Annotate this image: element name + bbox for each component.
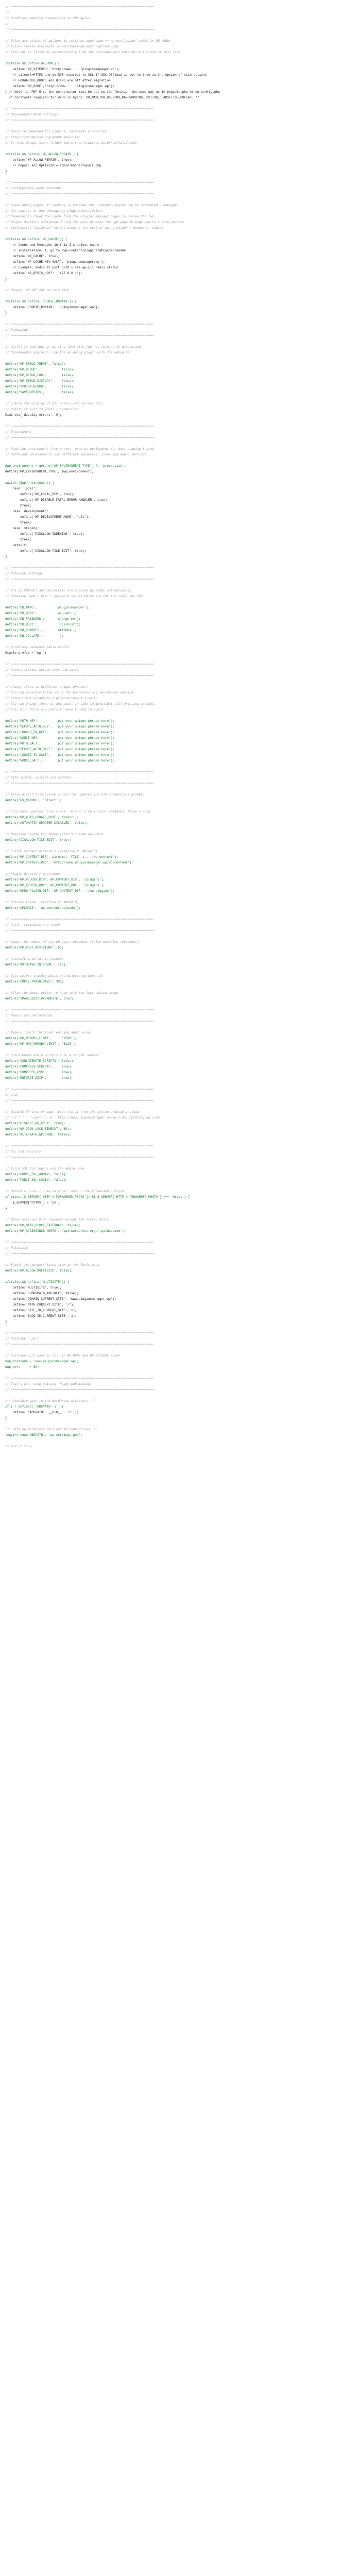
code-line: } [5,1207,7,1210]
blank-line [5,599,337,605]
comment-line: // ============================================================================ [5,323,154,326]
directive-line: define('WP_HTTP_BLOCK_EXTERNAL', false); [5,1224,81,1227]
code-line: define('WP_ENVIRONMENT_TYPE', $wp_environment); [5,470,94,473]
comment-line: // ============================================================================ [5,1388,154,1392]
directive-line: define('DB_CHARSET', 'utf8mb4'); [5,629,77,632]
blank-line [5,316,337,321]
comment-line: // ============================================================================ [5,1241,154,1244]
comment-line: // ============================================================================ [5,107,154,111]
blank-line [5,1002,337,1007]
comment-line: // Read the environment from server, used by deployment for dev, staging & prod [5,447,154,451]
code-line: case 'staging': [5,527,41,530]
comment-line: // ============================================================================ [5,425,154,428]
code-listing [5,4,337,1449]
code-line: } // Note: in PHP 5.x, the constructor must be set up the function the same way as in phpinfo.php or wp-config.php [5,90,220,94]
blank-line [5,231,337,236]
directive-line: define('DB_NAME', 'pluginsmanager'); [5,606,90,609]
code-line: define('DISALLOW_FILE_EDIT', true); [5,549,87,553]
comment-line: /** Absolute path to the WordPress directory. */ [5,1399,96,1403]
comment-line: // Disable WP-Cron on page load; run it from the system crontab instead [5,1110,139,1114]
code-line: break; [5,521,32,524]
code-line: } [5,1416,7,1420]
comment-line: // The DB_CHARSET and DB_COLLATE are applied by MySQL automatically [5,589,132,592]
comment-line: // Different environments use different databases, sites and debug settings [5,453,147,456]
blank-line [5,934,337,939]
blank-line [5,338,337,344]
comment-line: // end of file [5,1445,32,1448]
blank-line [5,1325,337,1330]
comment-line: // ============================================================================ [5,1331,154,1335]
directive-line: require_once ABSPATH . 'wp-settings.php'; [5,1433,82,1437]
blank-line [5,146,337,151]
code-line: define('WP_HOME','http://www.' . 'pluginsmanager.wp'); [5,84,115,88]
blank-line [5,951,337,956]
blank-line [5,55,337,61]
blank-line [5,713,337,718]
comment-line: // ============================================================================ [5,1088,154,1091]
comment-line: // ============================================================================ [5,578,154,581]
comment-line: // Change these to different unique phrases! [5,685,88,689]
directive-line: define('WP_POST_REVISIONS', 5); [5,946,64,950]
comment-line: // Allow direct file system access for updates (no FTP credentials prompt) [5,793,145,796]
comment-line: // Hostname / port [5,1337,39,1341]
code-line: } [5,277,7,281]
comment-line: // Behind a proxy / load balancer: honour the forwarded protocol [5,1190,126,1193]
comment-line: // Autosave interval in seconds [5,957,64,961]
comment-line: // That's all, stop editing! Happy publishing. [5,1382,92,1386]
comment-line: // ============================================================================ [5,1377,154,1380]
code-line: define('BLOG_ID_CURRENT_SITE', 1); [5,1314,77,1318]
blank-line [5,395,337,401]
comment-line: // Speed-debug pages: if caching is enabled then tracked plugins can be activated / debugged [5,204,179,207]
code-line: define('WP_SITEURL','http://www.' . 'pluginsmanager.wp'); [5,67,121,71]
directive-line: define('WP_CONTENT_DIR', dirname(__FILE__) . '/wp-content'); [5,855,118,859]
directive-line: define('WP_PLUGIN_DIR', WP_CONTENT_DIR . '/plugins'); [5,878,105,882]
blank-line [5,582,337,588]
blank-line [5,293,337,299]
comment-line: // You can change these at any point in time to invalidate all existing cookies. [5,702,156,706]
directive-line: $wp_hostname = 'www.pluginsmanager.wp'; [5,1360,79,1363]
directive-line: define('DB_COLLATE', ''); [5,634,64,638]
blank-line [5,826,337,832]
comment-line: // ============================================================================ [5,334,154,337]
comment-line: // Uploads folder (relative to ABSPATH) [5,901,79,904]
directive-line: define('SAVEQUERIES', false); [5,391,75,394]
comment-line: // WordPress website credentials on VPS wplus [5,16,90,20]
blank-line [5,1421,337,1427]
blank-line [5,474,337,480]
comment-line: // Useful in developing; is it a live site (do not turn on in production) [5,345,143,349]
code-line: define('WP_LOCAL_DEV', true); [5,493,75,496]
comment-line: // Recommended approach: use the wp-debug plugin with the debug bar [5,351,132,354]
blank-line [5,656,337,662]
blank-line [5,894,337,900]
directive-line: $wp_environment = getenv('WP_ENVIRONMENT_TYPE') ?: 'production'; [5,464,126,468]
comment-line: // Debugging [5,328,28,332]
code-line: // Cache and Memcache in this 3.x object cache [5,243,99,247]
directive-line: define('SCRIPT_DEBUG', false); [5,385,75,388]
blank-line [5,985,337,990]
comment-line: // ============================================================================ [5,28,154,31]
blank-line [5,1160,337,1166]
directive-line: define('WP_MAX_MEMORY_LIMIT', '512M'); [5,1042,77,1046]
comment-line: // Plugin monitors activated during the ajax process through-page in-page and to a site sandbox [5,221,184,224]
directive-line: define('WP_PLUGIN_URL', WP_CONTENT_URL . '/plugins'); [5,884,105,887]
blank-line [5,1257,337,1262]
code-line: define('WP_CACHE', true); [5,255,60,258]
code-line: define('WP_ALLOW_REPAIR', true); [5,158,73,162]
blank-line [5,197,337,202]
comment-line: // */5 * * * * wget -q -O - http://www.pluginsmanager.wp/wp-cron.php?doing_wp_cron [5,1116,160,1120]
code-line: define( 'ABSPATH', __DIR__ . '/' ); [5,1411,79,1414]
directive-line: define('FORCE_SSL_ADMIN', false); [5,1173,67,1176]
code-line: /* Constants required for WPDB in mysql: DB_NAME/DB_USER/DB_PASSWORD/DB_HOST/DB_CHARSET/DB_COLLATE */ [5,96,199,99]
comment-line: // SSL and security [5,1150,41,1154]
comment-line: // [5,22,9,26]
directive-line: define('AUTOSAVE_INTERVAL', 120); [5,963,67,967]
code-line: define('DISALLOW_INDEXING', true); [5,532,84,536]
comment-line: // Database name / user / password values below are for the local dev VPS [5,595,143,598]
directive-line: if ( ! defined( 'ABSPATH' ) ) { [5,1405,64,1409]
comment-line: // ============================================================================ [5,5,154,9]
comment-line: // ============================================================================ [5,181,154,184]
comment-line: // ============================================================================ [5,770,154,774]
directive-line: if (isset($_SERVER['HTTP_X_FORWARDED_PROTO']) && $_SERVER['HTTP_X_FORWARDED_PROTO'] === 'https') { [5,1195,190,1199]
comment-line: // ============================================================================ [5,1144,154,1148]
directive-line: define('COMPRESS_SCRIPTS', true); [5,1065,73,1069]
directive-line: if(false && define('COOKIE_DOMAIN')) { [5,300,77,303]
blank-line [5,1138,337,1143]
directive-line: define('SECURE_AUTH_KEY', 'put your unique phrase here'); [5,725,115,728]
directive-line: define('ENFORCE_GZIP', true); [5,1076,73,1080]
comment-line: // ============================================================================ [5,566,154,570]
comment-line: // Adjust to suit in local / production [5,408,79,411]
code-line: } [5,1320,7,1324]
comment-line: // Multisite [5,1246,28,1250]
directive-line: define('FS_METHOD', 'direct'); [5,799,62,802]
blank-line [5,1183,337,1189]
blank-line [5,560,337,565]
blank-line [5,440,337,446]
comment-line: // https://api.wordpress.org/secret-key/1.1/salt/ [5,697,98,700]
directive-line: define('AUTH_SALT', 'put your unique phrase here'); [5,742,115,745]
comment-line: // Posts, revisions and trash [5,923,60,927]
blank-line [5,803,337,809]
blank-line [5,1393,337,1398]
blank-line [5,355,337,361]
directive-line: define('IMAGE_EDIT_OVERWRITE', true); [5,997,75,1001]
blank-line [5,639,337,645]
code-line: $_SERVER['HTTPS'] = 'on'; [5,1201,60,1205]
comment-line: // Enable the display of all errors (php errors etc) [5,402,104,405]
code-line: default: [5,544,28,547]
code-line: } [5,311,7,315]
directive-line: if(false && define('WP_ALLOW_REPAIR') { [5,152,79,156]
comment-line: // ============================================================================ [5,918,154,921]
directive-line: define('LOGGED_IN_KEY', 'put your unique phrase here'); [5,731,115,734]
code-line: define('WP_CACHE_KEY_SALT', 'pluginsmanager.wp'); [5,260,105,264]
comment-line: // WordPress database table prefix [5,646,70,649]
code-line: define('DOMAIN_CURRENT_SITE', 'www.pluginsmanager.wp'); [5,1297,116,1301]
comment-line: // [5,11,9,14]
comment-line: // ============================================================================ [5,1343,154,1346]
comment-line: // Below recommended for plugins, databases & security [5,130,107,133]
directive-line: define('WP_ALLOW_MULTISITE', false); [5,1269,73,1273]
comment-line: // Plugin: WP USE SSL on this file [5,289,70,292]
comment-line: // ============================================================================ [5,192,154,196]
directive-line: define('DB_PASSWORD', 'change-me'); [5,617,81,621]
directive-line: define('EMPTY_TRASH_DAYS', 30); [5,980,64,984]
directive-line: define('WP_DEBUG', false); [5,368,75,371]
directive-line: define('DB_HOST', 'localhost'); [5,623,81,626]
comment-line: // ============================================================================ [5,1099,154,1103]
directive-line: define('WP_CONTENT_URL', 'http://www.pluginsmanager.wp/wp-content'); [5,861,133,865]
code-line: // FORWARDED_PROTO and HTTPS are off after migration [5,79,111,82]
directive-line: define('UPLOADS', 'wp-content/uploads'); [5,906,81,910]
blank-line [5,679,337,684]
blank-line [5,457,337,463]
code-line: define('SUBDOMAIN_INSTALL', false); [5,1292,79,1295]
comment-line: // Below are values of options in settings-apps/enad => wp-config.php" table in DB (WWW) [5,39,171,43]
comment-line: // Limit the number of stored post revisions (false disables revisions) [5,940,139,944]
blank-line [5,1347,337,1353]
code-line: define('WP_DISABLE_FATAL_ERROR_HANDLER', true); [5,498,109,502]
code-line: $table_prefix = 'wp_'; [5,651,47,655]
comment-line: // Memory and performance [5,1014,53,1018]
comment-line: // Use caution in dev debugging: plugins/controllers [5,209,104,213]
comment-line: // ============================================================================ [5,1252,154,1256]
blank-line [5,1438,337,1444]
comment-line: // https://wordpress.org/about/security/ [5,135,81,139]
directive-line: define('WP_ACCESSIBLE_HOSTS', 'api.wordpress.org,*.github.com'); [5,1229,126,1233]
comment-line: // Disallow plugin and theme editors inside wp-admin [5,833,104,836]
comment-line: // Plugin directory overrides [5,872,60,876]
directive-line: define('WP_DEBUG_LOG', false); [5,374,75,377]
code-line: // siteurl=HTTPS and do NOT redirect to SSL if SSL Offload is set to true in the option of site_options [5,73,207,77]
comment-line: // Hostname-port used to fill in WP_HOME and WP_SITEURL above [5,1354,121,1358]
blank-line [5,100,337,106]
comment-line: // Custom content directory (relative to ABSPATH) [5,850,98,853]
comment-line: // Site URL is filled in automatically from the Hostname-port entered in the end of this file [5,50,181,54]
blank-line [5,866,337,871]
comment-line: // Configurable cache settings [5,187,62,190]
directive-line: define('DISABLE_WP_CRON', true); [5,1122,66,1125]
directive-line: define('NONCE_KEY', 'put your unique phrase here'); [5,736,115,740]
comment-line: // Block external HTTP requests except the listed hosts [5,1218,109,1222]
code-line: // Example: Redis at port 6379 — see wp-cli redis status [5,266,118,269]
comment-line: // In this plugin store folder there's an htaccess-wp/ServerValidation [5,141,137,145]
code-line: // Repair and Optimize = admin/maint/repair.php [5,164,101,167]
code-line: break; [5,538,32,541]
blank-line [5,843,337,849]
code-line: define('COOKIE_DOMAIN', '.pluginsmanager.wp'); [5,306,99,309]
directive-line: define('NONCE_SALT', 'put your unique phrase here'); [5,759,115,762]
code-line: case 'development': [5,510,49,513]
directive-line: define('AUTOMATIC_UPDATER_DISABLED', false); [5,821,88,825]
directive-line: define('WP_DEBUG_THEME', false); [5,362,66,366]
comment-line: // Allow the image editor to keep only the last edited image [5,991,118,995]
comment-line: // File system, uploads and updates [5,776,71,779]
directive-line: define('WP_CRON_LOCK_TIMEOUT', 60); [5,1127,71,1131]
blank-line [5,1024,337,1030]
code-line: define('PATH_CURRENT_SITE', '/'); [5,1303,75,1307]
blank-line [5,911,337,917]
comment-line: // You can generate these using the WordPress.org secret-key service [5,691,133,694]
blank-line [5,1104,337,1109]
directive-line: define('WP_MEMORY_LIMIT', '256M'); [5,1037,77,1040]
directive-line: if(false && define('MULTISITE')) { [5,1280,70,1284]
comment-line: // Cron [5,1093,19,1097]
directive-line: define('WP_AUTO_UPDATE_CORE', 'minor'); [5,816,79,819]
blank-line [5,764,337,769]
code-line: } [5,555,7,558]
comment-line: // ============================================================================ [5,1008,154,1012]
code-line: define('WP_DEVELOPMENT_MODE', 'all'); [5,515,90,519]
comment-line: // Authentication unique keys and salts [5,668,79,672]
blank-line [5,1370,337,1376]
comment-line: // ============================================================================ [5,1020,154,1023]
directive-line: $wp_port = 80; [5,1365,39,1369]
comment-line: // Database settings [5,572,43,575]
comment-line: // Active tweaks available in localhost/wp-admin/options.php [5,45,118,48]
directive-line: define('FORCE_SSL_LOGIN', false); [5,1178,67,1182]
code-line: define('WP_REDIS_HOST', '127.0.0.1'); [5,272,82,275]
directive-line: define('WP_DEBUG_DISPLAY', false); [5,379,75,383]
blank-line [5,282,337,287]
blank-line [5,123,337,129]
directive-line: define('AUTH_KEY', 'put your unique phrase here'); [5,719,115,723]
code-line: define('MULTISITE', true); [5,1286,62,1290]
comment-line: // ============================================================================ [5,929,154,933]
code-line: break; [5,504,32,507]
blank-line [5,32,337,38]
comment-line: // Recommended WPDB settings [5,113,58,116]
comment-line: // Memory limits for front end and admin area [5,1031,90,1035]
comment-line: // ============================================================================ [5,118,154,122]
directive-line: if(false && define('WP_CACHE')) { [5,238,67,241]
code-line: } [5,170,7,173]
comment-line: // Remember to clear the cache from the Plugins manager pages to review the tab [5,215,154,218]
comment-line: /** Sets up WordPress vars and included files. */ [5,1428,98,1431]
code-line: define('SITE_ID_CURRENT_SITE', 1); [5,1309,77,1312]
directive-line: define('COMPRESS_CSS', true); [5,1071,73,1074]
blank-line [5,1234,337,1240]
directive-line: define('ALTERNATE_WP_CRON', false); [5,1133,71,1137]
comment-line: // Enable the Network Setup item in the Tools menu [5,1263,99,1267]
code-line: case 'local': [5,487,38,490]
directive-line: define('SECURE_AUTH_SALT', 'put your unique phrase here'); [5,748,115,751]
directive-line: define('LOGGED_IN_SALT', 'put your unique phrase here'); [5,753,115,757]
comment-line: // Concatenate admin scripts into a single request [5,1054,99,1057]
blank-line [5,968,337,973]
blank-line [5,1047,337,1053]
blank-line [5,1274,337,1279]
comment-line: // ============================================================================ [5,663,154,666]
blank-line [5,1211,337,1217]
code-line: @ini_set('display_errors', 0); [5,413,62,417]
blank-line [5,418,337,423]
blank-line [5,1081,337,1087]
comment-line: // Days before trashed posts are deleted permanently [5,974,104,978]
code-line: // Installation: 1. go to /wp-content/plugins/WPcache/readme [5,249,126,252]
comment-line: // (multisite) "database" object caching (no cost of using either = memcache, redis) [5,226,164,230]
directive-line: define('CONCATENATE_SCRIPTS', false); [5,1059,75,1063]
directive-line: define('DB_USER', 'wp_user'); [5,612,77,615]
directive-line: define('WPMU_PLUGIN_DIR', WP_CONTENT_DIR . '/mu-plugins'); [5,889,115,893]
directive-line: define('DISALLOW_FILE_EDIT', true); [5,838,71,842]
comment-line: // ============================================================================ [5,674,154,677]
comment-line: // ============================================================================ [5,782,154,785]
comment-line: // This will force all users to have to log in again. [5,708,105,711]
comment-line: // Core auto updates: true = all, 'minor' = only minor releases, false = none [5,810,150,814]
comment-line: // Force SSL for logins and the admin area [5,1167,84,1171]
comment-line: // Environment [5,430,32,434]
blank-line [5,786,337,792]
blank-line [5,174,337,180]
comment-line: // ============================================================================ [5,1156,154,1159]
directive-line: switch ($wp_environment) { [5,481,55,485]
comment-line: // ============================================================================ [5,436,154,439]
directive-line: if(false && define(WP_HOME) { [5,62,60,65]
